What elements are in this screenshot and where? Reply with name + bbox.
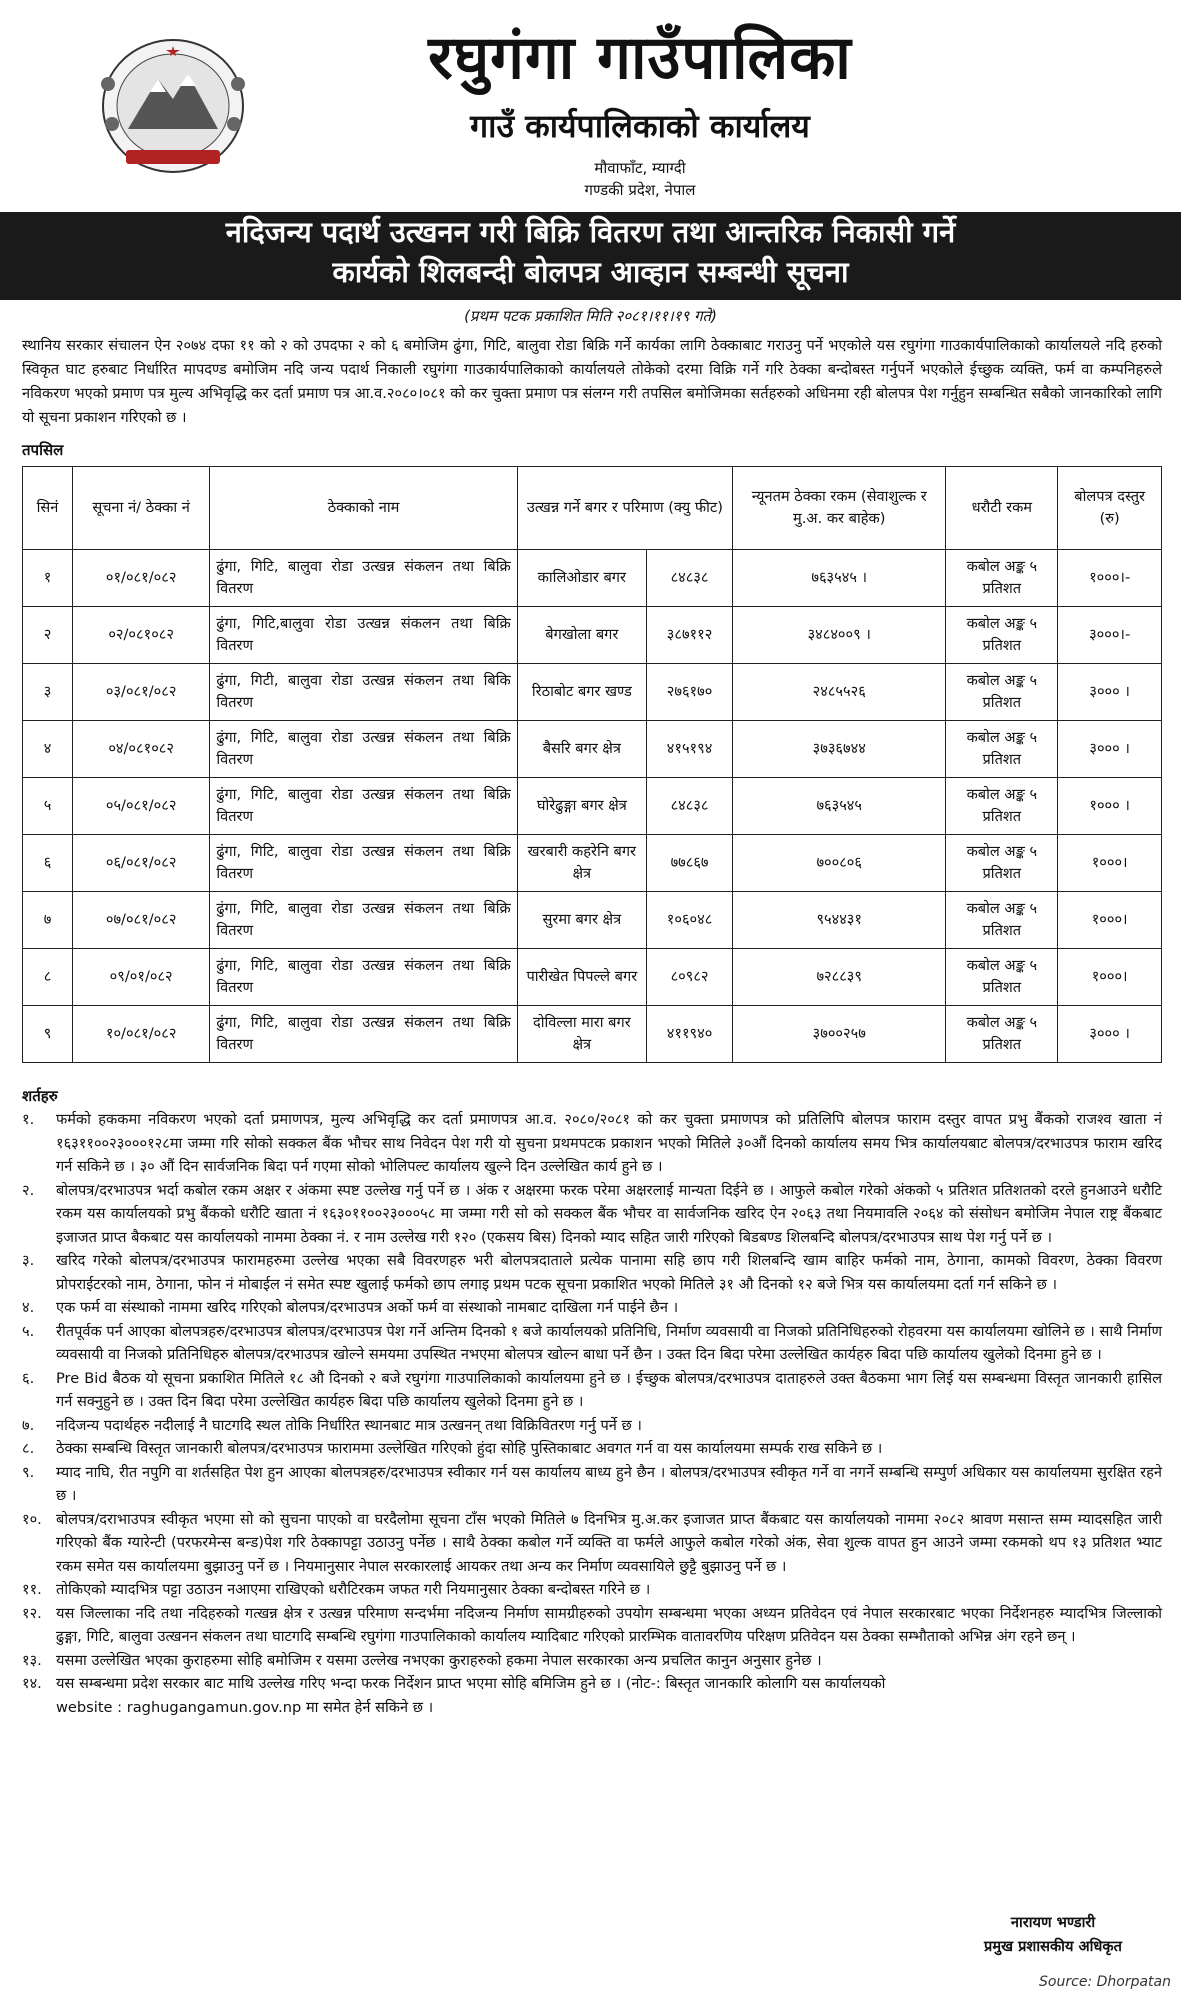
cell-deposit: कबोल अङ्क ५ प्रतिशत bbox=[946, 664, 1058, 721]
cell-notice-no: १०/०८१/०८२ bbox=[72, 1006, 209, 1063]
cell-site: घोरेढुङ्गा बगर क्षेत्र bbox=[517, 778, 646, 835]
source-credit: Source: Dhorpatan bbox=[1039, 1974, 1171, 1990]
term-item bbox=[22, 1437, 1162, 1461]
term-item bbox=[22, 1414, 1162, 1438]
address-line-1: मौवाफाँट, म्याग्दी bbox=[594, 159, 686, 177]
term-number: ७. bbox=[22, 1416, 35, 1434]
term-number: २. bbox=[22, 1181, 35, 1199]
publication-date: (प्रथम पटक प्रकाशित मिति २०८१।११।१९ गते) bbox=[464, 307, 717, 325]
term-text: खरिद गरेको बोलपत्र/दरभाउपत्र फारामहरुमा उल्लेख भएका सबै विवरणहरु भरी बोलपत्रदाताले प्रत्येक पानामा सहि छाप गरी शिलबन्दि खाम बाहिर फर्मको नाम, ठेगाना, कामको विवरण, ठेक्का विवरण प्रोपराईटरको नाम, ठेगाना, फोन नं मोबाईल नं समेत स्पष्ट खुलाई फर्मको छाप लगाइ प्रथम पटक सूचना प्रकाशित भएको मितिले ३१ औ दिनको १२ बजे भित्र यस कार्यालयमा दर्ता गर्न सकिने छ । bbox=[56, 1252, 1162, 1293]
cell-deposit: कबोल अङ्क ५ प्रतिशत bbox=[946, 892, 1058, 949]
header-work-name: ठेक्काको नाम bbox=[210, 467, 517, 550]
cell-work-name: ढुंगा, गिटि, बालुवा रोडा उत्खन्न संकलन तथा बिक्रि वितरण bbox=[210, 892, 517, 949]
tender-table bbox=[22, 466, 1162, 1063]
cell-min-amount: ९५४४३१ bbox=[733, 892, 946, 949]
header-min-amount: न्यूनतम ठेक्का रकम (सेवाशुल्क र मु.अ. कर बाहेक) bbox=[733, 467, 946, 550]
cell-fee: १०००।- bbox=[1058, 550, 1162, 607]
table-row bbox=[23, 949, 1162, 1006]
cell-min-amount: ३४८४००९ । bbox=[733, 607, 946, 664]
table-row bbox=[23, 892, 1162, 949]
cell-quantity: ४११९४० bbox=[646, 1006, 732, 1063]
cell-deposit: कबोल अङ्क ५ प्रतिशत bbox=[946, 778, 1058, 835]
cell-work-name: ढुंगा, गिटि,बालुवा रोडा उत्खन्न संकलन तथा बिक्रि वितरण bbox=[210, 607, 517, 664]
term-number: ५. bbox=[22, 1322, 35, 1340]
cell-quantity: ७७८६७ bbox=[646, 835, 732, 892]
term-text: बोलपत्र/दरभाउपत्र भर्दा कबोल रकम अक्षर र अंकमा स्पष्ट उल्लेख गर्नु पर्ने छ । अंक र अक्षरमा फरक परेमा अक्षरलाई मान्यता दिईने छ । आफुले कबोल गरेको अंकको ५ प्रतिशत प्रतिशतको दरले हुनआउने धरौटि रकम यस कार्यालयको प्रभु बैंकको धरौटि खाता नं १६३०११००२३०००५८ मा जम्मा गरी सो को सक्कल बैंक भौचर वा सार्वजनिक खरिद ऐन २०६३ तथा नियमावलि २०६४ को संसोधन बमोजिम नेपाल राष्ट्र बैंकबाट इजाजत प्राप्त बैकबाट यस कार्यालयको नाममा ठेक्का नं. र नाम उल्लेख गरी १२० (एकसय बिस) दिनको म्याद सहित जारी गरिएको बिडबण्ड शिलबन्दि बोलपत्र/दरभाउपत्र साथ पेश गर्नु पर्ने छ । bbox=[56, 1181, 1162, 1246]
cell-quantity: ४१५१९४ bbox=[646, 721, 732, 778]
header-notice-no: सूचना नं/ ठेक्का नं bbox=[72, 467, 209, 550]
cell-sn: १ bbox=[23, 550, 73, 607]
table-row bbox=[23, 835, 1162, 892]
table-row bbox=[23, 607, 1162, 664]
table-row bbox=[23, 664, 1162, 721]
term-item bbox=[22, 1672, 1162, 1696]
cell-sn: ७ bbox=[23, 892, 73, 949]
term-text: यस जिल्लाका नदि तथा नदिहरुको गत्खन्न क्षेत्र र उत्खन्न परिमाण सन्दर्भमा नदिजन्य निर्माण सामग्रीहरुको उपयोग सम्बन्धमा भएका अध्यन प्रतिवेदन एवं नेपाल सरकारबाट भएका निर्देशनहरु म्यादभित्र जिल्लाको ढुङ्गा, गिटि, बालुवा उत्खनन संकलन तथा घाटगदि सम्बन्धि रघुगंगा गाउपालिकाको कार्यालय म्यादिबाट गरिएको प्रारम्भिक वातावरणिय परिक्षण प्रतिवेदन यस ठेक्का सम्भौताको अभिन्न अंग रहने छन् । bbox=[56, 1604, 1162, 1645]
cell-quantity: ३८७११२ bbox=[646, 607, 732, 664]
term-item bbox=[22, 1508, 1162, 1579]
table-row bbox=[23, 721, 1162, 778]
schedule-label: तपसिल bbox=[22, 441, 64, 459]
term-item bbox=[22, 1461, 1162, 1508]
cell-notice-no: ०४/०८१०८२ bbox=[72, 721, 209, 778]
cell-site: खरबारी कहरेनि बगर क्षेत्र bbox=[517, 835, 646, 892]
term-number: ११. bbox=[22, 1581, 42, 1598]
cell-deposit: कबोल अङ्क ५ प्रतिशत bbox=[946, 835, 1058, 892]
header-site-qty: उत्खन्न गर्ने बगर र परिमाण (क्यु फीट) bbox=[517, 467, 732, 550]
notice-title-line-2: कार्यको शिलबन्दी बोलपत्र आव्हान सम्बन्धी सूचना bbox=[332, 255, 849, 289]
term-text: Pre Bid बैठक यो सूचना प्रकाशित मितिले १८ औ दिनको २ बजे रघुगंगा गाउपालिकाको कार्यालयमा हुने छ । ईच्छुक बोलपत्र/दरभाउपत्र दाताहरुले उक्त बैठकमा भाग लिई यस सम्बन्धमा विस्तृत जानकारी हासिल गर्न सक्नुहुने छ । उक्त दिन बिदा परेमा उल्लेखित कार्यहरु बिदा पछि कार्यालय खुलेको दिनमा हुने छ । bbox=[56, 1369, 1162, 1410]
term-item bbox=[22, 1367, 1162, 1414]
cell-work-name: ढुंगा, गिटि, बालुवा रोडा उत्खन्न संकलन तथा बिक्रि वितरण bbox=[210, 550, 517, 607]
cell-sn: ८ bbox=[23, 949, 73, 1006]
cell-sn: ५ bbox=[23, 778, 73, 835]
cell-work-name: ढुंगा, गिटि, बालुवा रोडा उत्खन्न संकलन तथा बिक्रि वितरण bbox=[210, 721, 517, 778]
cell-notice-no: ०७/०८१/०८२ bbox=[72, 892, 209, 949]
cell-notice-no: ०३/०८१/०८२ bbox=[72, 664, 209, 721]
terms-list bbox=[22, 1108, 1162, 1719]
cell-fee: १०००। bbox=[1058, 892, 1162, 949]
table-row bbox=[23, 1006, 1162, 1063]
table-row bbox=[23, 778, 1162, 835]
cell-sn: ६ bbox=[23, 835, 73, 892]
term-number: ६. bbox=[22, 1369, 35, 1387]
cell-deposit: कबोल अङ्क ५ प्रतिशत bbox=[946, 550, 1058, 607]
cell-min-amount: ७२८८३९ bbox=[733, 949, 946, 1006]
term-number: ८. bbox=[22, 1440, 35, 1457]
term-item bbox=[22, 1649, 1162, 1673]
term-text: नदिजन्य पदार्थहरु नदीलाई नै घाटगदि स्थल तोकि निर्धारित स्थानबाट मात्र उत्खनन् तथा विक्रिवितरण गर्नु पर्ने छ । bbox=[56, 1416, 642, 1434]
cell-site: बैसरि बगर क्षेत्र bbox=[517, 721, 646, 778]
cell-fee: ३००० । bbox=[1058, 664, 1162, 721]
header-deposit: धरौटी रकम bbox=[946, 467, 1058, 550]
cell-work-name: ढुंगा, गिटि, बालुवा रोडा उत्खन्न संकलन तथा बिक्रि वितरण bbox=[210, 778, 517, 835]
term-number: ३. bbox=[22, 1252, 35, 1269]
cell-min-amount: ७००८०६ bbox=[733, 835, 946, 892]
cell-quantity: २७६१७० bbox=[646, 664, 732, 721]
cell-deposit: कबोल अङ्क ५ प्रतिशत bbox=[946, 721, 1058, 778]
term-item bbox=[22, 1179, 1162, 1250]
term-item bbox=[22, 1249, 1162, 1296]
term-text: म्याद नाघि, रीत नपुगि वा शर्तसहित पेश हुन आएका बोलपत्रहरु/दरभाउपत्र स्वीकार गर्न यस कार्यालय बाध्य हुने छैन । बोलपत्र/दरभाउपत्र स्वीकृत गर्ने वा नगर्ने सम्बन्धि सम्पुर्ण अधिकार यस कार्यालयमा सुरक्षित रहने छ । bbox=[56, 1463, 1162, 1504]
cell-fee: १०००। bbox=[1058, 835, 1162, 892]
term-text: तोकिएको म्यादभित्र पट्टा उठाउन नआएमा राखिएको धरौटिरकम जफत गरी नियमानुसार ठेक्का बन्दोबस्त गरिने छ । bbox=[56, 1581, 651, 1598]
cell-site: कालिओडार बगर bbox=[517, 550, 646, 607]
cell-quantity: ८४८३८ bbox=[646, 778, 732, 835]
term-text: बोलपत्र/दराभाउपत्र स्वीकृत भएमा सो को सुचना पाएको वा घरदैलोमा सूचना टाँस भएको मितिले ७ दिनभित्र मु.अ.कर इजाजत प्राप्त बैंकबाट यस कार्यालयको नाममा २०८२ श्रावण मसान्त सम्म म्यादसहित जारी गरिएको बैंक ग्यारेन्टी (परफरमेन्स बन्ड)पेश गरि ठेक्कापट्टा उठाउनु पर्नेछ । साथै ठेक्का कबोल गर्ने व्यक्ति वा फर्मले आफुले कबोल गरेको अंक, सेवा शुल्क वापत हुन आउने जम्मा रकमको थप १३ प्रतिशत भ्याट रकम समेत यस कार्यालयमा बुझाउनु पर्ने छ । नियमानुसार नेपाल सरकारलाई आयकर तथा अन्य कर निर्माण व्यवसायिले छुट्टै बुझाउनु पर्ने छ । bbox=[56, 1510, 1162, 1575]
term-number: १२. bbox=[22, 1604, 42, 1622]
cell-quantity: १०६०४८ bbox=[646, 892, 732, 949]
cell-work-name: ढुंगा, गिटि, बालुवा रोडा उत्खन्न संकलन तथा बिक्रि वितरण bbox=[210, 949, 517, 1006]
notice-title-line-1: नदिजन्य पदार्थ उत्खनन गरी बिक्रि वितरण तथा आन्तरिक निकासी गर्ने bbox=[225, 215, 956, 249]
cell-notice-no: ०१/०८१/०८२ bbox=[72, 550, 209, 607]
cell-notice-no: ०२/०८१०८२ bbox=[72, 607, 209, 664]
cell-fee: ३०००।- bbox=[1058, 607, 1162, 664]
term-number: १३. bbox=[22, 1651, 42, 1669]
term-item bbox=[22, 1296, 1162, 1320]
cell-fee: ३००० । bbox=[1058, 721, 1162, 778]
term-number: १. bbox=[22, 1111, 35, 1128]
term-number: ९. bbox=[22, 1463, 35, 1481]
term-number: ४. bbox=[22, 1299, 35, 1316]
cell-min-amount: ७६३५४५ bbox=[733, 778, 946, 835]
term-text: ठेक्का सम्बन्धि विस्तृत जानकारी बोलपत्र/दरभाउपत्र फाराममा उल्लेखित गरिएको हुंदा सोहि पुस्तिकाबाट अवगत गर्न वा यस कार्यालयमा सम्पर्क राख सकिने छ । bbox=[56, 1440, 883, 1457]
term-item bbox=[22, 1108, 1162, 1179]
cell-site: दोविल्ला मारा बगर क्षेत्र bbox=[517, 1006, 646, 1063]
term-text: यस सम्बन्धमा प्रदेश सरकार बाट माथि उल्लेख गरिए भन्दा फरक निर्देशन प्राप्त भएमा सोहि बमिजिम हुने छ । (नोट-: बिस्तृत जानकारि कोलागि यस कार्यालयको bbox=[56, 1675, 886, 1692]
address-line-2: गण्डकी प्रदेश, नेपाल bbox=[584, 181, 696, 199]
term-text: फर्मको हककमा नविकरण भएको दर्ता प्रमाणपत्र, मुल्य अभिवृद्धि कर दर्ता प्रमाणपत्र आ.व. २०८०/२०८१ को कर चुक्ता प्रमाणपत्र को प्रतिलिपि बोलपत्र फाराम दस्तुर वापत प्रभु बैंकको राजश्व खाता नं १६३११००२३०००१२८मा जम्मा गरि सोको सक्कल बैंक भौचर साथ निवेदन पेश गरी यो सुचना प्रथमपटक प्रकाशन भएको मितिले ३०औं दिनको कार्यालय समय भित्र कार्यालयबाट बोलपत्र/दरभाउपत्र फाराम खरिद गर्न सकिने छ । ३० औं दिन सार्वजनिक बिदा पर्न गएमा सोको भोलिपल्ट कार्यालय खुल्ने दिन उल्लेखित कार्य हुने छ । bbox=[56, 1111, 1162, 1175]
cell-sn: ९ bbox=[23, 1006, 73, 1063]
signatory-name: नारायण भण्डारी bbox=[1010, 1914, 1096, 1931]
cell-deposit: कबोल अङ्क ५ प्रतिशत bbox=[946, 607, 1058, 664]
cell-site: बेगखोला बगर bbox=[517, 607, 646, 664]
cell-sn: २ bbox=[23, 607, 73, 664]
term-text: यसमा उल्लेखित भएका कुराहरुमा सोहि बमोजिम र यसमा उल्लेख नभएका कुराहरुको हकमा नेपाल सरकारका अन्य प्रचलित कानुन अनुसार हुनेछ । bbox=[56, 1651, 822, 1669]
table-row bbox=[23, 550, 1162, 607]
cell-notice-no: ०५/०८१/०८२ bbox=[72, 778, 209, 835]
cell-min-amount: ३७३६७४४ bbox=[733, 721, 946, 778]
cell-fee: ३००० । bbox=[1058, 1006, 1162, 1063]
cell-quantity: ८४८३८ bbox=[646, 550, 732, 607]
cell-min-amount: ३७००२५७ bbox=[733, 1006, 946, 1063]
cell-work-name: ढुंगा, गिटि, बालुवा रोडा उत्खन्न संकलन तथा बिक्रि वितरण bbox=[210, 835, 517, 892]
nepal-emblem-icon bbox=[88, 24, 258, 184]
cell-deposit: कबोल अङ्क ५ प्रतिशत bbox=[946, 949, 1058, 1006]
term-number: १४. bbox=[22, 1675, 42, 1692]
intro-paragraph: स्थानिय सरकार संचालन ऐन २०७४ दफा ११ को २ को उपदफा २ को ६ बमोजिम ढुंगा, गिटि, बालुवा रोडा बिक्रि गर्ने कार्यका लागि ठेक्काबाट गराउनु पर्ने भएकोले यस रघुगंगा गाउकार्यपालिकाको कार्यालयले नदि हरुको स्विकृत घाट हरुबाट निर्धारित मापदण्ड बमोजिम नदि जन्य पदार्थ निकाली रघुगंगा गाउकार्यपालिकाको कार्यालयले तोकेको दरमा विक्रि गर्ने गरि ठेक्का बन्दोबस्त गर्नुपर्ने भएकोले ईच्छुक व्यक्ति, फर्म वा कम्पनिहरुले नविकरण भएको प्रमाण पत्र मुल्य अभिवृद्धि कर दर्ता प्रमाण पत्र आ.व.२०८०।०८१ को कर चुक्ता प्रमाण पत्र संलग्न गरी तपसिल बमोजिमका सर्तहरुको अधिनमा रही बोलपत्र पेश गर्नुहुन सम्बन्धित सबैको जानकारिको लागि यो सूचना प्रकाशन गरिएको छ । bbox=[22, 337, 1162, 426]
cell-sn: ४ bbox=[23, 721, 73, 778]
website-line: website : raghugangamun.gov.np मा समेत हेर्न सकिने छ । bbox=[56, 1698, 434, 1716]
cell-work-name: ढुंगा, गिटी, बालुवा रोडा उत्खन्न संकलन तथा बिकि वितरण bbox=[210, 664, 517, 721]
table-header-row bbox=[23, 467, 1162, 550]
cell-sn: ३ bbox=[23, 664, 73, 721]
term-item bbox=[22, 1320, 1162, 1367]
term-item bbox=[22, 1578, 1162, 1602]
cell-min-amount: २४८५५२६ bbox=[733, 664, 946, 721]
cell-site: पारीखेत पिपल्ले बगर bbox=[517, 949, 646, 1006]
cell-quantity: ८०९८२ bbox=[646, 949, 732, 1006]
cell-fee: १०००। bbox=[1058, 949, 1162, 1006]
cell-notice-no: ०६/०८१/०८२ bbox=[72, 835, 209, 892]
term-text: एक फर्म वा संस्थाको नाममा खरिद गरिएको बोलपत्र/दरभाउपत्र अर्को फर्म वा संस्थाको नामबाट दाखिला गर्न पाईने छैन । bbox=[56, 1299, 679, 1316]
cell-fee: १००० । bbox=[1058, 778, 1162, 835]
cell-site: सुरमा बगर क्षेत्र bbox=[517, 892, 646, 949]
notice-title-banner bbox=[0, 212, 1181, 300]
term-number: १०. bbox=[22, 1510, 42, 1528]
cell-notice-no: ०९/०१/०८२ bbox=[72, 949, 209, 1006]
cell-site: रिठाबोट बगर खण्ड bbox=[517, 664, 646, 721]
term-text: रीतपूर्वक पर्न आएका बोलपत्रहरु/दरभाउपत्र बोलपत्र/दरभाउपत्र पेश गर्ने अन्तिम दिनको १ बजे कार्यालयको प्रतिनिधि, निर्माण व्यवसायी वा निजको प्रतिनिधिहरुको रोहवरमा यस कार्यालयमा खोलिने छ । साथै निर्माण व्यवसायी वा निजको प्रतिनिधिहरु बोलपत्र/दरभाउपत्र खोल्ने समयमा उपस्थित नभएमा बोलपत्र खोल्न बाधा पर्ने छैन । उक्त दिन बिदा परेमा उल्लेखित कार्यहरु बिदा पछि कार्यालय खुलेको दिनमा हुने छ । bbox=[56, 1322, 1163, 1363]
cell-min-amount: ७६३५४५ । bbox=[733, 550, 946, 607]
terms-heading: शर्तहरु bbox=[22, 1087, 58, 1105]
office-subtitle: गाउँ कार्यपालिकाको कार्यालय bbox=[470, 107, 810, 145]
header bbox=[0, 0, 1181, 210]
page-title: रघुगंगा गाउँपालिका bbox=[428, 23, 852, 93]
cell-deposit: कबोल अङ्क ५ प्रतिशत bbox=[946, 1006, 1058, 1063]
cell-work-name: ढुंगा, गिटि, बालुवा रोडा उत्खन्न संकलन तथा बिक्रि वितरण bbox=[210, 1006, 517, 1063]
term-item bbox=[22, 1602, 1162, 1649]
header-sn: सिनं bbox=[23, 467, 73, 550]
header-fee: बोलपत्र दस्तुर (रु) bbox=[1058, 467, 1162, 550]
signatory-designation: प्रमुख प्रशासकीय अधिकृत bbox=[984, 1938, 1122, 1955]
table-body bbox=[23, 550, 1162, 1063]
